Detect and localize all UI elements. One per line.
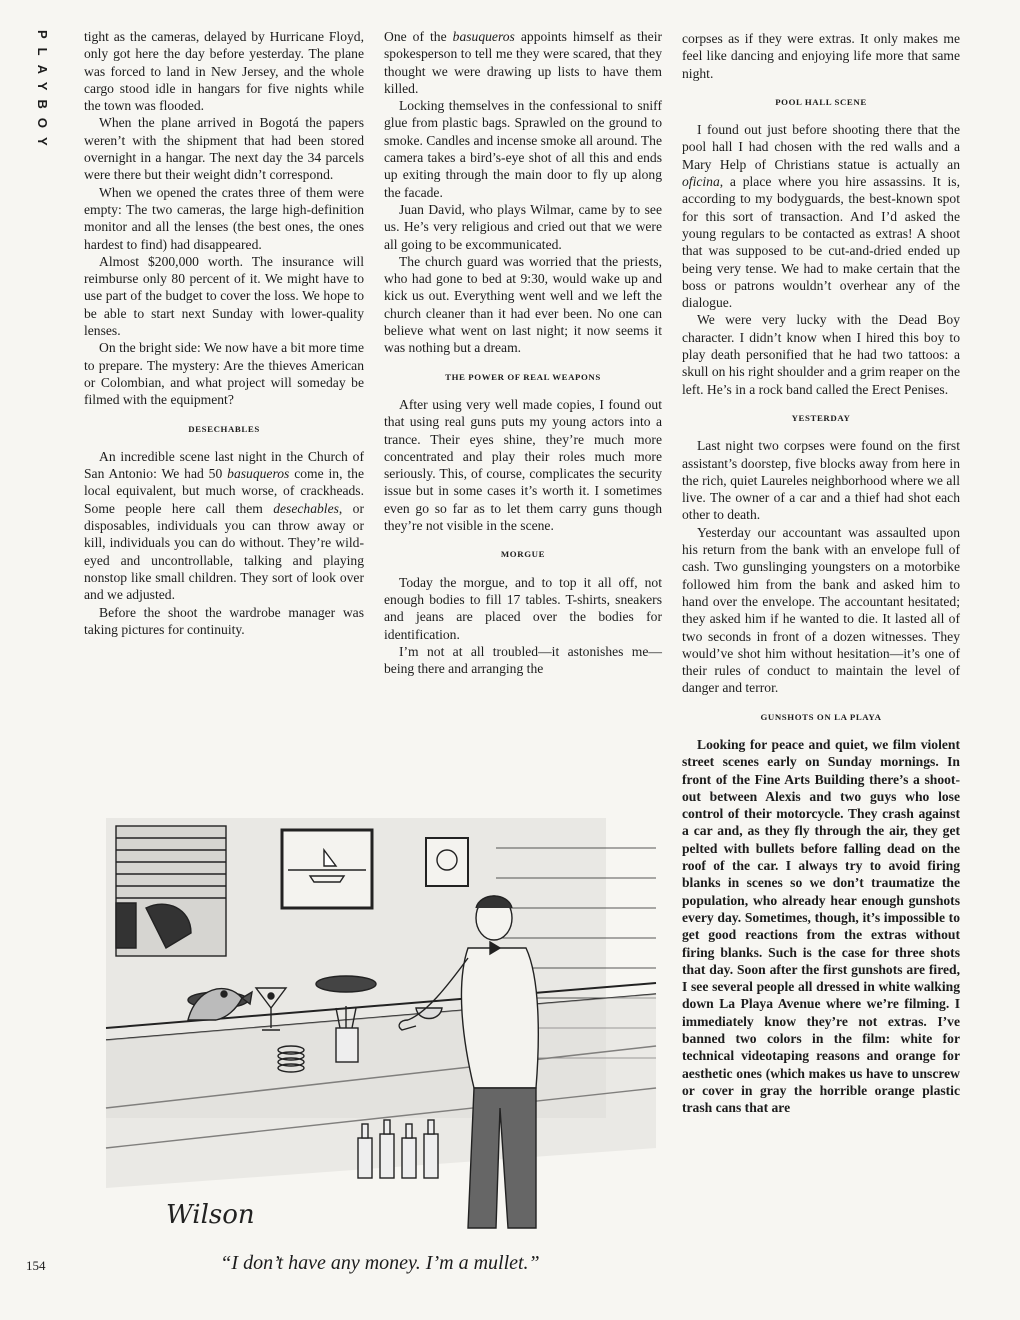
page-number: 154 [26, 1258, 46, 1273]
article-column-2 [384, 28, 662, 677]
text-run: I found out just before shooting there that the pool hall I had chosen with the red walls and a Mary Help of Christians statue is actually an [682, 122, 960, 172]
window-blinds [116, 826, 226, 956]
paragraph: On the bright side: We now have a bit more time to prepare. The mystery: Are the thieves American or Colombian, and what project will someday be filmed with the equipment? [84, 340, 364, 408]
framed-sailboat-picture [282, 830, 372, 908]
paragraph: Last night two corpses were found on the first assistant’s doorstep, five blocks away from here in the rich, quiet Laureles neighborhood where we all live. The owner of a car and a thief had shot each other to death. [682, 438, 960, 523]
text-run: come in, the local equivalent, but much worse, of crackheads. Some people here call them [84, 466, 364, 516]
paragraph: When we opened the crates three of them were empty: The two cameras, the large high-definition monitor and all the lenses (the best ones, the ones hardest to find) had disappeared. [84, 184, 364, 252]
text-run: An incredible scene last night in the Church of San Antonio: We had 50 [84, 448, 364, 482]
paragraph: tight as the cameras, delayed by Hurricane Floyd, only got here the day before yesterday. The plane was forced to land in New Jersey, and the whole cargo stood idle in hangars for five nights while the town was flooded. [84, 29, 364, 114]
section-heading: GUNSHOTS ON LA PLAYA [760, 711, 882, 722]
paragraph: Almost $200,000 worth. The insurance will reimburse only 80 percent of it. We might have to use part of the budget to cover the loss. We hope to be able to start next Sunday with lower-quality lenses. [84, 253, 364, 339]
italic-term: oficina [682, 174, 720, 190]
article-column-3 [682, 30, 960, 1117]
paragraph: Yesterday our accountant was assaulted upon his return from the bank with an envelope full of cash. Two gunslinging youngsters on a motorbike followed him from the bank and asked him to hand over the envelope. The accountant hesitated; they asked him if he wanted to die. It lasted all of two seconds in front of a dozen witnesses. They would’ve shot him without hesitation—it’s one of their rules of conduct to maintain the level of danger and terror. [682, 524, 960, 696]
italic-term: desechables [273, 500, 339, 516]
paragraph: After using very well made copies, I found out that using real guns puts my young actors into a trance. Their eyes shine, they’re much more concentrated and play their roles much more seriously. This, of course, complicates the security issue but in some cases it’s worth it. I sometimes even go so far as to let them carry guns though they’re not visible in the scene. [384, 396, 662, 534]
paragraph: Before the shoot the wardrobe manager was taking pictures for continuity. [84, 604, 364, 637]
section-heading: THE POWER OF REAL WEAPONS [445, 371, 601, 382]
paragraph: We were very lucky with the Dead Boy character. I didn’t know when I hired this boy to play death personified that he had two tattoos: a skull on his right shoulder and a grim reaper on the left. He’s in a rock band called the Erect Penises. [682, 312, 960, 397]
paragraph [384, 28, 662, 97]
paragraph: Today the morgue, and to top it all off, not enough bodies to fill 17 tables. T-shirts, sneakers and jeans are placed over the bodies for identification. [384, 574, 662, 642]
italic-term: basuqueros [452, 29, 515, 44]
section-heading: DESECHABLES [188, 423, 260, 434]
text-run: appoints himself as their spokesperson to tell me they were scared, that they thought we were drawing up lists to have them killed. [384, 29, 663, 96]
italic-term: basuqueros [227, 466, 290, 482]
paragraph: When the plane arrived in Bogotá the papers weren’t with the shipment that had been stored overnight in a hangar. The next day the 34 parcels were there but their weight didn’t correspond. [84, 115, 364, 183]
section-heading: MORGUE [500, 549, 546, 560]
text-run: , or disposables, individuals you can throw away or kill, individuals you can do without. They’re wild-eyed and uncontrollable, talking and playing nonstop like small children. They sort of look over and we adjusted. [84, 500, 364, 603]
paragraph: Juan David, who plays Wilmar, came by to see us. He’s very religious and cried out that we were all going to be excommunicated. [384, 201, 662, 252]
text-run: , a place where you hire assassins. It is, according to my bodyguards, the best-known spot for this sort of transaction. And I’d asked the young regulars to be contacted as extras! A shoot that was supposed to be cut-and-dried ended up being very tense. We had to make certain that the boss or patrons wouldn’t overhear any of the dialogue. [682, 174, 960, 311]
artist-signature: Wilson [166, 1200, 255, 1230]
paragraph: The church guard was worried that the priests, who had gone to bed at 9:30, would wake up and kick us out. Everything went well and we left the church cleaner than it had ever been. No one can believe what went on last night; it now seems it was nothing but a dream. [384, 253, 662, 356]
paragraph [84, 448, 364, 604]
small-framed-picture [426, 838, 468, 886]
cartoon-caption: “I don’t have any money. I’m a mullet.” [220, 1252, 540, 1274]
paragraph: Looking for peace and quiet, we film violent street scenes early on Sunday mornings. In front of the Fine Arts Building there’s a shoot-out between Alexis and two guys who lose control of their motorcycle. They crash against a car and, as they fly through the air, they get pelted with bullets before falling dead on the roof of the car. I always try to avoid firing blanks in scenes so we don’t traumatize the population, who already hear enough gunshots every day. Sometimes, though, it’s impossible to get good reactions from the extras without firing blanks. Such is the case for three shots that day. Soon after the first gunshots are fired, I see several people all dressed in white walking down La Playa Avenue where we’re filming. I immediately know they’re not extras. I’ve banned two colors in the film: white for technical videotaping reasons and orange for aesthetic ones (which makes us have to unscrew or cover in gray the horrible orange plastic trash cans that are [682, 736, 960, 1116]
bar-stool [316, 976, 376, 992]
section-heading: POOL HALL SCENE [775, 96, 867, 107]
article-column-1 [84, 28, 364, 638]
paragraph: I’m not at all troubled—it astonishes me—being there and arranging the [384, 643, 662, 677]
paragraph [682, 121, 960, 311]
spine-text: PLAYBOY [35, 30, 50, 155]
text-run: One of the [384, 29, 453, 44]
paragraph: Locking themselves in the confessional to sniff glue from plastic bags. Sprawled on the ground to smoke. Candles and incense smoke all around. The camera takes a bird’s-eye shot of all this and ends up exiting through the main door to fly up along the facade. [384, 98, 662, 200]
cartoon-illustration [96, 808, 666, 1248]
paragraph: corpses as if they were extras. It only makes me feel like dancing and enjoying life more that same night. [682, 31, 960, 81]
magazine-spine-label [32, 30, 52, 190]
section-heading: YESTERDAY [791, 412, 851, 423]
